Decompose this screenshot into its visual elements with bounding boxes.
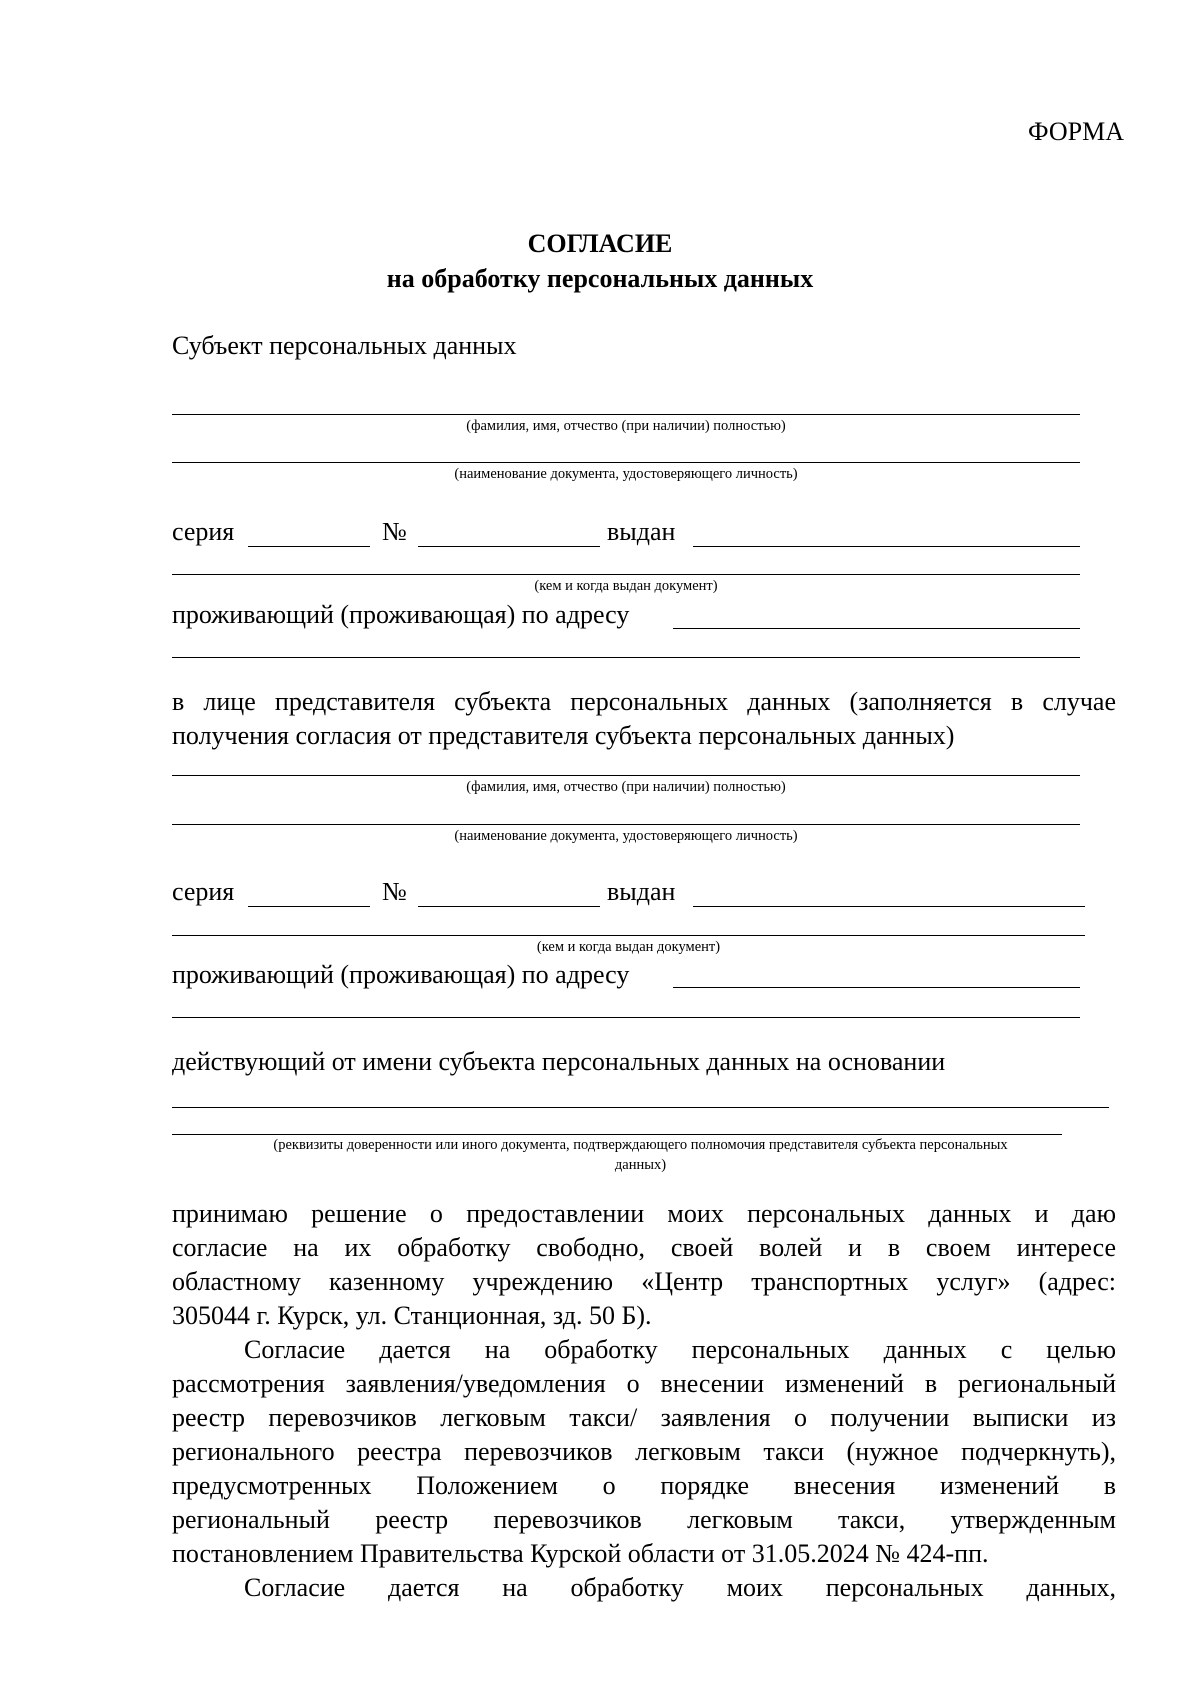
paragraph-line: Согласие дается на обработку моих персональных данных, [244,1573,1116,1602]
paragraph-line: реестр перевозчиков легковым такси/ заявления о получении выписки из [172,1403,1116,1432]
representative-basis-label: действующий от имени субъекта персональных данных на основании [172,1047,946,1076]
subject-fio-note: (фамилия, имя, отчество (при наличии) полностью) [466,418,786,434]
subject-address-field-2[interactable] [172,657,1080,658]
subject-fio-field[interactable] [172,414,1080,415]
subject-address-field[interactable] [673,628,1080,629]
representative-number-label: № [382,877,407,906]
paragraph-line: областному казенному учреждению «Центр транспортных услуг» (адрес: [172,1267,1116,1296]
representative-number-field[interactable] [418,906,600,907]
representative-issued-field[interactable] [693,906,1085,907]
subject-document-field[interactable] [172,462,1080,463]
paragraph-line: 305044 г. Курск, ул. Станционная, зд. 50 Б). [172,1301,652,1330]
subject-issued-label: выдан [607,517,676,546]
paragraph-line: регионального реестра перевозчиков легковым такси (нужное подчеркнуть), [172,1437,1116,1466]
paragraph-line: принимаю решение о предоставлении моих персональных данных и даю [172,1199,1116,1228]
subject-number-field[interactable] [418,546,600,547]
representative-series-label: серия [172,877,235,906]
representative-fio-field[interactable] [172,775,1080,776]
subject-series-field[interactable] [248,546,370,547]
document-title: СОГЛАСИЕ [527,229,673,258]
document-subtitle: на обработку персональных данных [386,264,814,293]
representative-series-field[interactable] [248,906,370,907]
representative-intro [172,685,1116,753]
paragraph-line: согласие на их обработку свободно, своей волей и в своем интересе [172,1233,1116,1262]
representative-issued-note: (кем и когда выдан документ) [536,939,721,955]
paragraph-line: постановлением Правительства Курской области от 31.05.2024 № 424-пп. [172,1539,989,1568]
subject-address-label: проживающий (проживающая) по адресу [172,600,630,629]
subject-label: Субъект персональных данных [172,331,517,360]
subject-issued-field[interactable] [693,546,1080,547]
representative-issued-label: выдан [607,877,676,906]
representative-address-label: проживающий (проживающая) по адресу [172,960,630,989]
representative-address-field[interactable] [673,987,1080,988]
subject-document-note: (наименование документа, удостоверяющего личность) [454,466,798,482]
representative-basis-note: данных) [614,1157,667,1173]
representative-issued-by-field[interactable] [172,935,1085,936]
representative-document-note: (наименование документа, удостоверяющего личность) [454,828,798,844]
paragraph-line: предусмотренных Положением о порядке внесения изменений в [172,1471,1116,1500]
subject-series-label: серия [172,517,235,546]
representative-intro-line: в лице представителя субъекта персональных данных (заполняется в случае [172,687,1116,716]
representative-basis-field-2[interactable] [172,1134,1062,1135]
consent-paragraph-1 [172,1197,1116,1333]
representative-basis-field[interactable] [172,1107,1109,1108]
consent-paragraph-3 [172,1571,1116,1605]
paragraph-line: рассмотрения заявления/уведомления о внесении изменений в региональный [172,1369,1116,1398]
subject-issued-note: (кем и когда выдан документ) [534,578,718,594]
subject-issued-by-field[interactable] [172,574,1080,575]
representative-basis-note: (реквизиты доверенности или иного документа, подтверждающего полномочия представителя субъекта персональных [273,1137,1008,1153]
representative-intro-line: получения согласия от представителя субъекта персональных данных) [172,721,955,750]
subject-number-label: № [382,517,407,546]
consent-paragraph-2 [172,1333,1116,1571]
representative-document-field[interactable] [172,824,1080,825]
paragraph-line: Согласие дается на обработку персональных данных с целью [244,1335,1116,1364]
paragraph-line: региональный реестр перевозчиков легковым такси, утвержденным [172,1505,1116,1534]
form-label: ФОРМА [1028,117,1124,146]
representative-fio-note: (фамилия, имя, отчество (при наличии) полностью) [466,779,786,795]
representative-address-field-2[interactable] [172,1017,1080,1018]
